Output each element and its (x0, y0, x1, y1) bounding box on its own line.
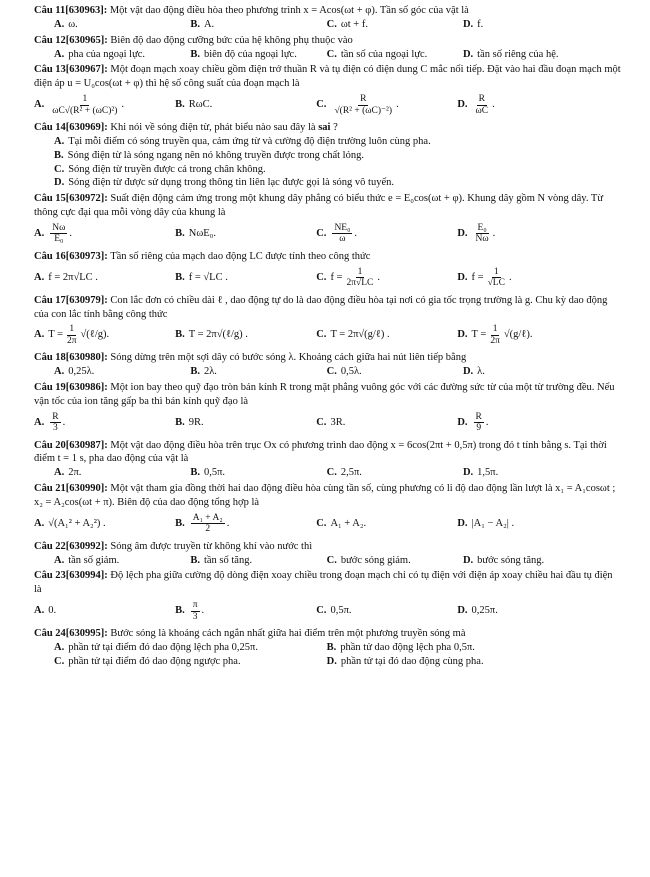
option-c[interactable] (327, 18, 463, 32)
option-b[interactable] (190, 365, 326, 379)
option-label: B. (190, 467, 200, 479)
question-number: Câu 17[630979]: (34, 294, 108, 306)
question-stem (34, 627, 622, 641)
option-b[interactable] (175, 223, 316, 245)
option-c[interactable] (327, 48, 463, 62)
option-c[interactable] (316, 412, 457, 434)
fraction-denominator: 3 (192, 611, 198, 622)
option-d[interactable] (457, 324, 598, 346)
option-text: 0,5π. (330, 605, 352, 617)
option-a[interactable] (34, 513, 175, 535)
options-row (34, 220, 622, 248)
option-text: phần tử tại đó dao động cùng pha. (340, 655, 484, 667)
fraction-numerator: 1 (82, 94, 88, 105)
option-d[interactable] (54, 176, 622, 190)
option-text: bước sóng tăng. (477, 554, 545, 566)
fraction-numerator: E₀ (477, 223, 487, 234)
option-text: biên độ của ngoại lực. (203, 48, 297, 60)
option-text: 2π. (68, 467, 82, 479)
options-row (34, 18, 622, 32)
option-tail: . (529, 329, 533, 341)
fraction (191, 600, 200, 622)
option-label: D. (457, 605, 468, 617)
option-tail: . (396, 99, 399, 111)
fraction (486, 267, 507, 289)
option-b[interactable] (190, 554, 326, 568)
option-c[interactable] (316, 223, 457, 245)
option-text: f = 2π√LC . (48, 271, 98, 283)
option-text: tần số giảm. (68, 554, 120, 566)
option-a[interactable] (34, 223, 175, 245)
formula-prefix: T = (471, 329, 487, 341)
option-a[interactable] (34, 324, 175, 346)
option-b[interactable] (190, 466, 326, 480)
question-stem (34, 192, 622, 220)
option-tail: . (508, 271, 512, 283)
option-tail: . (62, 416, 66, 428)
question-12 (34, 34, 622, 62)
option-c[interactable] (327, 365, 463, 379)
option-label: C. (316, 605, 327, 617)
question-number: Câu 11[630963]: (34, 5, 108, 16)
options-row (34, 554, 622, 568)
option-tail: . (69, 228, 72, 240)
question-text: Sóng dừng trên một sợi dây có bước sóng λ. Khoảng cách giữa hai nút liên tiếp bằng (110, 352, 467, 364)
question-number: Câu 16[630973]: (34, 250, 108, 262)
option-label: C. (316, 517, 327, 529)
option-label: A. (54, 366, 65, 378)
option-text: bước sóng giảm. (340, 554, 411, 566)
option-tail: . (354, 228, 358, 240)
option-a[interactable] (54, 365, 190, 379)
option-d[interactable] (457, 94, 598, 116)
question-stem (34, 482, 622, 510)
option-d[interactable] (463, 365, 599, 379)
fraction (332, 223, 352, 245)
question-number: Câu 21[630990]: (34, 483, 108, 495)
option-label: D. (54, 177, 65, 189)
option-tail: . (492, 228, 496, 240)
option-text: T = 2π√(g/ℓ) . (330, 329, 390, 341)
option-text: 0,25λ. (68, 366, 95, 378)
option-text: Sóng điện từ truyền được cả trong chân không. (68, 163, 266, 175)
question-21 (34, 482, 622, 538)
question-number: Câu 15[630972]: (34, 193, 108, 205)
question-number: Câu 22[630992]: (34, 540, 108, 552)
option-label: D. (462, 554, 474, 566)
question-text: Một vật dao động điều hòa theo phương trình x = Acos(ωt + φ). Tần số góc của vật là (109, 5, 469, 16)
option-label: C. (316, 271, 327, 283)
question-stem (34, 540, 622, 554)
options-column (34, 135, 622, 190)
option-label: B. (175, 416, 185, 428)
fraction-numerator: R (475, 411, 482, 422)
option-label: A. (54, 18, 65, 30)
option-label: C. (316, 416, 327, 428)
options-row (34, 48, 622, 62)
option-label: A. (34, 416, 45, 428)
option-label: D. (457, 517, 468, 529)
options-row (34, 409, 622, 437)
question-stem (34, 569, 622, 597)
question-11 (34, 4, 622, 32)
option-label: B. (190, 18, 200, 30)
option-text: Sóng điện từ là sóng ngang nên nó không truyền được trong chất lỏng. (67, 149, 364, 161)
fraction-numerator: 1 (69, 324, 75, 335)
option-a[interactable] (54, 641, 327, 655)
option-b[interactable] (190, 18, 326, 32)
fraction-numerator: Nω (52, 223, 66, 234)
option-b[interactable] (175, 600, 316, 622)
question-13 (34, 63, 622, 119)
option-text: tần số tăng. (203, 554, 253, 566)
fraction-denominator: ωC (475, 105, 489, 116)
question-text-end: ? (333, 122, 338, 134)
option-b[interactable] (327, 641, 600, 655)
option-c[interactable] (316, 513, 457, 535)
option-label: A. (34, 271, 45, 283)
question-text: Sóng âm được truyền từ không khí vào nước thì (110, 540, 313, 552)
option-text: 0,5λ. (340, 366, 362, 378)
option-label: B. (54, 149, 64, 161)
question-text: Một đoạn mạch xoay chiều gồm điện trở thuần R và tụ điện có điện dung C mắc nối tiếp. Đặt vào hai đầu đoạn mạch một điện áp u = U₀cos(ωt + φ) thì hệ số công suất của đoạn mạch là (34, 64, 621, 90)
fraction (488, 324, 502, 346)
option-text: 3R. (330, 416, 346, 428)
question-text: Tần số riêng của mạch dao động LC được tính theo công thức (110, 250, 371, 262)
option-a[interactable] (54, 48, 190, 62)
options-row (34, 597, 622, 625)
option-text: pha của ngoại lực. (68, 48, 146, 60)
option-label: A. (54, 641, 65, 653)
options-row (34, 91, 622, 119)
fraction-denominator: ωC√(R² + (ωC)²) (52, 105, 118, 116)
question-15 (34, 192, 622, 248)
options-row (34, 321, 622, 349)
option-tail: . (201, 605, 205, 617)
option-text: tần số riêng của hệ. (477, 48, 559, 60)
option-text: 1,5π. (477, 467, 499, 479)
option-b[interactable] (175, 94, 316, 116)
option-label: C. (326, 48, 337, 60)
option-label: B. (175, 329, 185, 341)
option-text: 0,25π. (471, 605, 498, 617)
question-text: Một vật tham gia đồng thời hai dao động điều hòa cùng tần số, cùng phương có li độ dao động lần lượt là x₁ = A₁cosωt ; x₂ = A₂cos(ωt + π). Biên độ của dao động tổng hợp là (34, 483, 616, 508)
question-text: Khi nói về sóng điện từ, phát biểu nào sau đây là (110, 122, 316, 134)
option-text: 2,5π. (340, 467, 362, 479)
option-label: B. (175, 605, 185, 617)
fraction-denominator: 9 (476, 423, 482, 434)
question-text: Bước sóng là khoảng cách ngắn nhất giữa hai điểm trên một phương truyền sóng mà (110, 628, 466, 640)
option-c[interactable] (327, 554, 463, 568)
option-text: |A₁ − A₂| . (471, 517, 515, 529)
option-a[interactable] (34, 267, 175, 289)
question-text: Con lắc đơn có chiều dài ℓ , dao động tự do là dao động điều hòa tại nơi có gia tốc trọng trường là g. Chu kỳ dao động của con lắc tính bằng công thức (34, 294, 608, 320)
option-text: tần số của ngoại lực. (340, 48, 428, 60)
option-text: 2λ. (203, 366, 217, 378)
question-number: Câu 14[630969]: (34, 122, 108, 134)
option-a[interactable] (34, 412, 175, 434)
option-d[interactable] (463, 554, 599, 568)
fraction-numerator: 1 (492, 324, 498, 335)
question-number: Câu 24[630995]: (34, 628, 108, 640)
fraction-numerator: R (478, 94, 486, 105)
fraction-denominator: 2 (205, 524, 211, 535)
question-number: Câu 19[630986]: (34, 381, 108, 393)
option-text: RωC. (188, 99, 213, 111)
option-label: C. (326, 467, 337, 479)
option-a[interactable] (54, 554, 190, 568)
option-a[interactable] (34, 600, 175, 622)
question-stem (34, 381, 622, 409)
fraction (50, 223, 67, 245)
question-number: Câu 13[630967]: (34, 64, 108, 76)
option-label: B. (175, 228, 185, 240)
option-tail: . (377, 271, 381, 283)
option-label: A. (34, 99, 45, 111)
question-19 (34, 381, 622, 437)
question-stem (34, 351, 622, 365)
fraction-denominator: 2π (490, 335, 500, 346)
option-label: C. (54, 655, 65, 667)
option-label: A. (34, 329, 45, 341)
option-b[interactable] (175, 412, 316, 434)
option-label: B. (190, 366, 200, 378)
question-16 (34, 250, 622, 292)
option-c[interactable] (327, 466, 463, 480)
question-stem (34, 63, 622, 91)
question-text: Một vật dao động điều hòa trên trục Ox có phương trình dao động x = 6cos(2πt + 0,5π) trong đó t tính bằng s. Tại thời điểm t = 1 s, pha dao động của vật là (34, 439, 607, 465)
option-text: √(A₁² + A₂²) . (48, 517, 106, 529)
fraction-denominator: 2π√LC (346, 278, 374, 289)
option-text: T = 2π√(ℓ/g) . (188, 329, 248, 341)
question-text: Một ion bay theo quỹ đạo tròn bán kính R trong mặt phẳng vuông góc với các đường sức từ của một từ trường đều. Nếu vận tốc của ion tăng gấp ba thì bán kính quỹ đạo là (34, 381, 615, 407)
option-label: D. (457, 228, 468, 240)
question-number: Câu 12[630965]: (34, 34, 108, 46)
fraction-numerator: A₁ + A₂ (192, 512, 223, 523)
option-c[interactable] (316, 267, 457, 289)
option-text: Sóng điện từ được sử dụng trong thông tin liên lạc được gọi là sóng vô tuyến. (68, 177, 395, 189)
option-text: 0. (48, 605, 57, 617)
option-label: D. (326, 655, 337, 667)
option-label: A. (34, 605, 45, 617)
question-22 (34, 540, 622, 568)
option-b[interactable] (175, 513, 316, 535)
option-label: D. (457, 271, 468, 283)
option-label: D. (462, 18, 474, 30)
question-18 (34, 351, 622, 379)
question-number: Câu 18[630980]: (34, 352, 108, 364)
options-row (34, 641, 622, 655)
formula-prefix: T = (48, 329, 63, 341)
option-d[interactable] (457, 267, 598, 289)
option-c[interactable] (316, 600, 457, 622)
question-17 (34, 294, 622, 350)
option-label: A. (34, 517, 45, 529)
fraction-denominator: 2π (67, 335, 77, 346)
fraction-numerator: R (360, 94, 367, 105)
option-text: ωt + f. (340, 18, 368, 30)
option-c[interactable] (316, 94, 457, 116)
option-a[interactable] (54, 466, 190, 480)
option-a[interactable] (34, 94, 175, 116)
option-label: D. (457, 329, 468, 341)
emphasis-word: sai (318, 122, 331, 134)
option-c[interactable] (54, 163, 622, 177)
option-label: C. (316, 228, 327, 240)
question-23 (34, 569, 622, 625)
fraction-numerator: R (52, 411, 59, 422)
fraction (344, 267, 375, 289)
option-d[interactable] (463, 48, 599, 62)
option-label: B. (175, 99, 185, 111)
fraction-denominator: √LC (487, 278, 505, 289)
formula-suffix: √(ℓ/g) (80, 329, 107, 341)
option-label: A. (54, 467, 65, 479)
option-text: ω. (68, 18, 78, 30)
question-stem (34, 121, 622, 135)
options-row (34, 510, 622, 538)
option-d[interactable] (457, 223, 598, 245)
question-number: Câu 20[630987]: (34, 439, 108, 451)
option-label: C. (316, 329, 327, 341)
option-b[interactable] (175, 267, 316, 289)
option-tail: . (492, 99, 495, 111)
fraction-numerator: NE₀ (334, 223, 351, 234)
question-text: Suất điện động cảm ứng trong một khung dây phẳng có biểu thức e = E₀cos(ωt + φ). Khung dây gồm N vòng dây. Từ thông cực đại qua mỗi vòng dây của khung là (34, 193, 604, 219)
question-text: Độ lệch pha giữa cường độ dòng điện xoay chiều trong đoạn mạch chỉ có tụ điện với điện áp xoay chiều hai đầu tụ điện là (34, 570, 613, 596)
option-label: B. (175, 271, 185, 283)
option-tail: . (226, 517, 230, 529)
fraction-denominator: E₀ (54, 234, 64, 245)
option-text: 0,5π. (203, 467, 226, 479)
option-d[interactable] (327, 655, 600, 669)
option-label: C. (54, 163, 65, 175)
option-label: C. (326, 366, 337, 378)
option-text: λ. (477, 366, 485, 378)
question-stem (34, 34, 622, 48)
option-text: A₁ + A₂. (330, 517, 367, 529)
fraction-numerator: 1 (493, 266, 499, 277)
option-a[interactable] (54, 135, 622, 149)
fraction (474, 94, 491, 116)
option-text: phần tử tại điểm đó dao động lệch pha 0,25π. (68, 641, 258, 653)
question-stem (34, 250, 622, 264)
option-text: phần tử dao động lệch pha 0,5π. (340, 641, 475, 653)
fraction-denominator: √(R² + (ωC)⁻²) (334, 105, 393, 116)
option-text: Tại mỗi điểm có sóng truyền qua, cảm ứng từ và cường độ điện trường luôn cùng pha. (68, 135, 431, 147)
option-label: A. (54, 48, 65, 60)
option-text: f = √LC . (188, 271, 228, 283)
option-b[interactable] (54, 149, 622, 163)
option-label: C. (326, 554, 337, 566)
option-label: C. (316, 99, 327, 111)
option-tail: . (485, 416, 489, 428)
fraction (332, 94, 394, 116)
option-tail: . (106, 329, 110, 341)
option-label: C. (326, 18, 337, 30)
option-label: B. (190, 48, 200, 60)
option-tail: . (121, 99, 125, 111)
option-text: 9R. (188, 416, 204, 428)
question-24 (34, 627, 622, 669)
option-d[interactable] (463, 466, 599, 480)
question-stem (34, 4, 622, 18)
fraction-numerator: 1 (357, 266, 363, 277)
fraction (474, 412, 484, 434)
options-row (34, 466, 622, 480)
option-text: phần tử tại điểm đó dao động ngược pha. (68, 655, 241, 667)
options-row (34, 264, 622, 292)
question-number: Câu 23[630994]: (34, 570, 108, 582)
question-14 (34, 121, 622, 190)
option-b[interactable] (175, 324, 316, 346)
question-stem (34, 439, 622, 467)
option-label: D. (462, 366, 474, 378)
option-label: A. (34, 228, 45, 240)
formula-prefix: f = (330, 271, 343, 283)
option-label: D. (462, 467, 474, 479)
formula-suffix: √(g/ℓ) (503, 329, 530, 341)
option-label: B. (326, 641, 337, 653)
options-row (34, 655, 622, 669)
option-a[interactable] (54, 18, 190, 32)
fraction (50, 412, 60, 434)
formula-prefix: f = (471, 271, 484, 283)
option-label: D. (457, 99, 468, 111)
option-label: D. (457, 416, 468, 428)
fraction-numerator: π (192, 600, 198, 611)
question-20 (34, 439, 622, 481)
option-d[interactable] (463, 18, 599, 32)
option-label: A. (54, 135, 65, 147)
fraction-denominator: Nω (475, 234, 489, 245)
option-c[interactable] (54, 655, 327, 669)
question-stem (34, 294, 622, 322)
question-text: Biên độ dao động cưỡng bức của hệ không phụ thuộc vào (110, 34, 353, 46)
option-label: B. (175, 517, 185, 529)
options-row (34, 365, 622, 379)
fraction-denominator: ω (339, 234, 346, 245)
option-d[interactable] (457, 600, 598, 622)
option-text: NωE₀. (188, 228, 216, 240)
fraction (191, 513, 225, 535)
fraction-denominator: 3 (53, 423, 58, 434)
option-label: B. (190, 554, 200, 566)
option-text: A. (203, 18, 215, 30)
option-label: D. (462, 48, 474, 60)
option-label: A. (54, 554, 65, 566)
option-d[interactable] (457, 412, 598, 434)
option-c[interactable] (316, 324, 457, 346)
option-d[interactable] (457, 513, 598, 535)
option-text: f. (477, 18, 484, 30)
fraction (65, 324, 79, 346)
fraction (474, 223, 491, 245)
fraction (50, 94, 119, 116)
option-b[interactable] (190, 48, 326, 62)
